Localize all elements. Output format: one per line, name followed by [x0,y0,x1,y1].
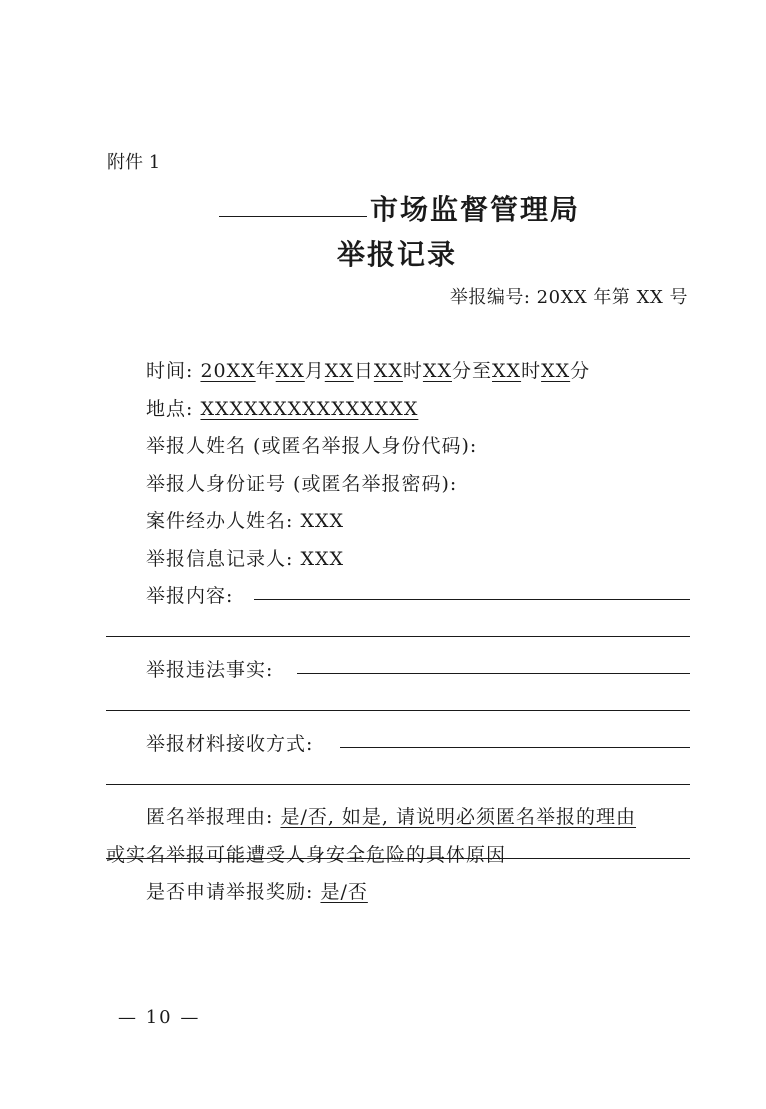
time-hour-start: XX [373,360,403,382]
document-title: 举报记录 [337,238,458,271]
page-number: — 10 — [118,1007,201,1028]
violation-blank-line-2 [106,710,690,711]
time-year-unit: 年 [255,360,276,382]
case-handler-label: 案件经办人姓名: [146,510,301,532]
content-blank-line-1 [254,599,690,600]
time-minute-unit-2: 分 [570,360,591,382]
anonymous-reason-label: 匿名举报理由: [146,806,281,828]
time-day-unit: 日 [353,360,374,382]
location-value: XXXXXXXXXXXXXXX [200,398,419,420]
location-label: 地点: [146,398,201,420]
case-handler-field [146,506,344,533]
reward-field [146,877,368,904]
reporter-name-label: 举报人姓名 (或匿名举报人身份代码): [146,435,478,457]
report-number: 举报编号: 20XX 年第 XX 号 [449,287,688,308]
attachment-label: 附件 1 [107,152,161,173]
material-method-label: 举报材料接收方式: [146,733,314,755]
time-month: XX [275,360,305,382]
recorder-field [146,544,344,571]
anonymous-reason-field [146,802,636,829]
recorder-label: 举报信息记录人: [146,548,301,570]
time-hour-unit-1: 时 [402,360,423,382]
content-blank-line-2 [106,636,690,637]
reward-value: 是/否 [320,881,368,903]
violation-facts-label: 举报违法事实: [146,659,274,681]
time-field [146,356,590,383]
agency-title: 市场监督管理局 [370,193,581,226]
time-day: XX [324,360,354,382]
content-label: 举报内容: [146,585,234,607]
agency-name-blank [219,216,367,217]
time-minute-unit-1: 分至 [452,360,493,382]
time-hour-unit-2: 时 [521,360,542,382]
material-blank-line-2 [106,784,690,785]
location-field [146,394,418,421]
case-handler-value: XXX [300,510,345,532]
time-hour-end: XX [492,360,522,382]
violation-blank-line-1 [297,673,690,674]
reporter-id-label: 举报人身份证号 (或匿名举报密码): [146,473,458,495]
anonymous-reason-underline [106,858,690,859]
reward-label: 是否申请举报奖励: [146,881,321,903]
time-label: 时间: [146,360,201,382]
anonymous-reason-line2-text: 或实名举报可能遭受人身安全危险的具体原因 [106,844,507,866]
time-year: 20XX [200,360,256,382]
material-blank-line-1 [340,747,690,748]
anonymous-reason-value-line1: 是/否, 如是, 请说明必须匿名举报的理由 [280,806,637,828]
time-minute-end: XX [541,360,571,382]
time-month-unit: 月 [304,360,325,382]
recorder-value: XXX [300,548,345,570]
time-minute-start: XX [422,360,452,382]
